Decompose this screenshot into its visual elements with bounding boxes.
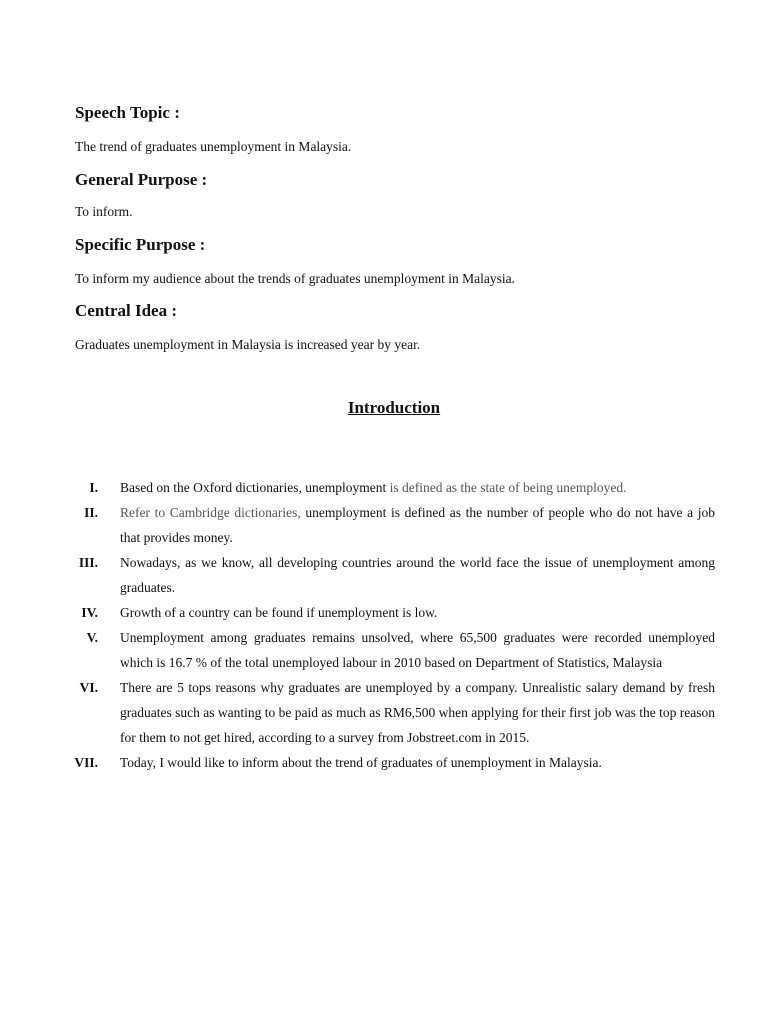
- general-purpose-text: To inform.: [75, 204, 133, 219]
- outline-numeral: VI.: [79, 680, 98, 695]
- outline-text: There are 5 tops reasons why graduates are unemployed by a company. Unrealistic salary demand by fresh graduates such as wanting to be paid as much as RM6,500 when applying for their first job was the top reason for them to not get hired, according to a survey from Jobstreet.com in 2015.: [120, 680, 715, 745]
- central-idea-text: Graduates unemployment in Malaysia is increased year by year.: [75, 337, 421, 352]
- outline-text: Nowadays, as we know, all developing countries around the world face the issue of unemployment among graduates.: [120, 555, 715, 595]
- outline-item-vi: [60, 675, 715, 750]
- central-idea-heading: Central Idea :: [75, 301, 177, 320]
- outline-numeral: III.: [78, 555, 98, 570]
- outline-item-iii: [60, 550, 715, 600]
- outline-numeral: VII.: [74, 755, 98, 770]
- outline-numeral: IV.: [81, 605, 98, 620]
- outline-numeral: V.: [86, 630, 98, 645]
- outline-text: Unemployment among graduates remains unsolved, where 65,500 graduates were recorded unemployed which is 16.7 % of the total unemployed labour in 2010 based on Department of Statistics, Malaysia: [120, 630, 715, 670]
- outline-item-i: [60, 475, 715, 500]
- outline-text-part: Based on the Oxford dictionaries, unemployment: [120, 480, 390, 495]
- outline-item-v: [60, 625, 715, 675]
- outline-text: Growth of a country can be found if unemployment is low.: [120, 605, 438, 620]
- outline-text-part: unemployment is defined as the number of people who do not have a job that provides money.: [120, 505, 715, 545]
- introduction-outline: [60, 475, 715, 775]
- general-purpose-heading: General Purpose :: [75, 170, 208, 189]
- introduction-title: Introduction: [347, 398, 441, 417]
- outline-item-vii: [60, 750, 715, 775]
- outline-item-ii: [60, 500, 715, 550]
- outline-text: [120, 500, 715, 550]
- outline-text-part-gray: is defined as the state of being unemployed.: [389, 480, 627, 495]
- speech-topic-text: The trend of graduates unemployment in Malaysia.: [75, 139, 352, 154]
- outline-numeral: II.: [84, 505, 98, 520]
- outline-text: [120, 475, 715, 500]
- outline-item-iv: [60, 600, 715, 625]
- speech-topic-heading: Speech Topic :: [75, 103, 180, 122]
- outline-text-part-gray: Refer to Cambridge dictionaries,: [120, 505, 306, 520]
- outline-text: Today, I would like to inform about the trend of graduates of unemployment in Malaysia.: [120, 755, 602, 770]
- outline-numeral: I.: [89, 480, 98, 495]
- specific-purpose-text: To inform my audience about the trends of graduates unemployment in Malaysia.: [75, 271, 515, 286]
- specific-purpose-heading: Specific Purpose :: [75, 235, 206, 254]
